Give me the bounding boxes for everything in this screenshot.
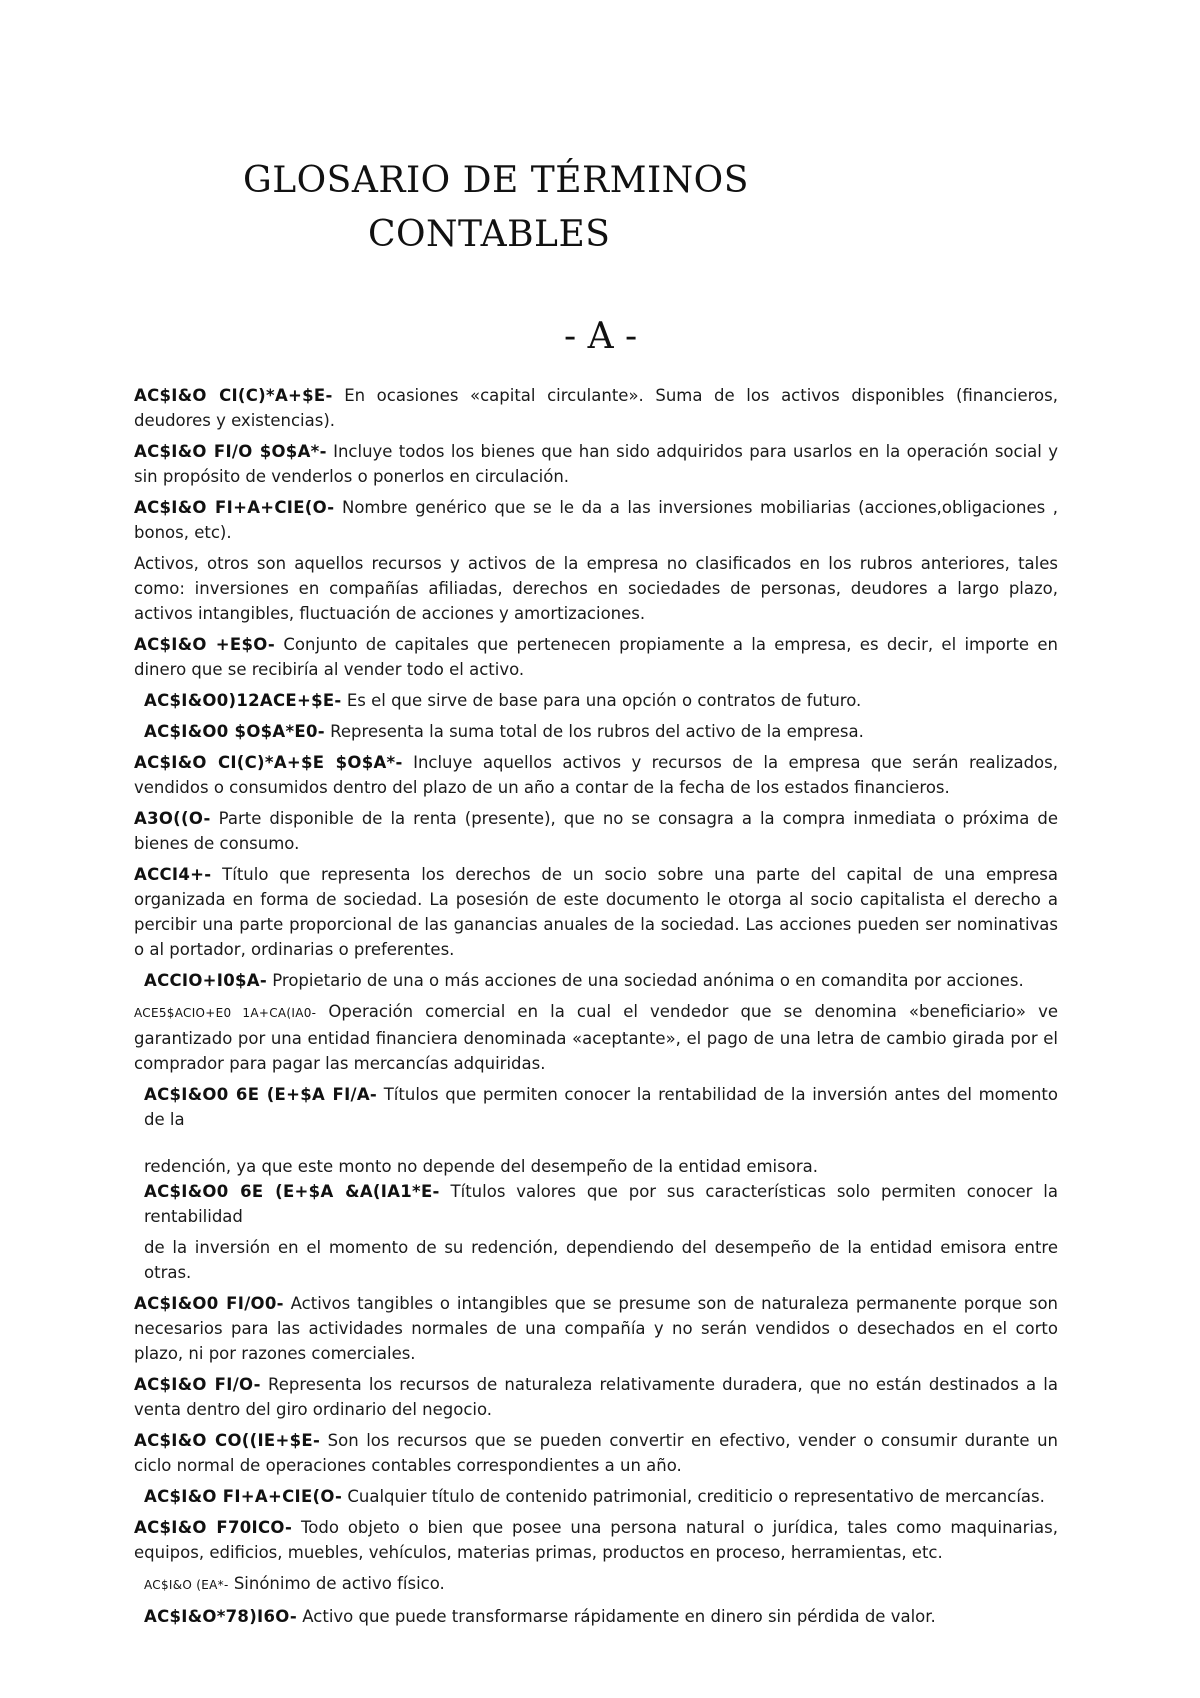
entry-term: AC$I&O +E$O- <box>134 635 276 654</box>
glossary-entry <box>134 968 1058 993</box>
section-heading: - A - <box>564 316 638 357</box>
glossary-entry <box>134 1154 1058 1179</box>
entry-term: AC$I&O (EA*- <box>144 1578 229 1592</box>
entry-term: AC$I&O0 FI/O0- <box>134 1294 284 1313</box>
entry-definition: Incluye aquellos activos y recursos de la empresa que serán realizados, vendidos o consumidos dentro del plazo de un año a contar de la fecha de los estados financieros. <box>134 753 1058 797</box>
glossary-entry <box>134 862 1058 962</box>
entry-definition: Títulos valores que por sus características solo permiten conocer la rentabilidad <box>144 1182 1059 1226</box>
entry-term: ACCIO+I0$A- <box>144 971 267 990</box>
entry-term: AC$I&O CO((IE+$E- <box>134 1431 321 1450</box>
entry-term: AC$I&O0)12ACE+$E- <box>144 691 342 710</box>
entry-term: AC$I&O CI(C)*A+$E- <box>134 386 333 405</box>
entry-term: AC$I&O FI+A+CIE(O- <box>134 498 335 517</box>
glossary-entry <box>134 1082 1058 1132</box>
entry-term: A3O((O- <box>134 809 211 828</box>
title-line-2: CONTABLES <box>368 214 611 255</box>
glossary-entry <box>134 719 1058 744</box>
entry-term: AC$I&O*78)I6O- <box>144 1607 298 1626</box>
entry-term: ACCI4+- <box>134 865 212 884</box>
glossary-entry <box>134 439 1058 489</box>
glossary-entry <box>134 1484 1058 1509</box>
entry-term: AC$I&O0 6E (E+$A FI/A- <box>144 1085 378 1104</box>
entry-term: ACE5$ACIO+E0 1A+CA(IA0- <box>134 1006 317 1020</box>
glossary-entry <box>134 1179 1058 1229</box>
glossary-entry <box>134 750 1058 800</box>
glossary-entry <box>134 1604 1058 1629</box>
entry-term: AC$I&O0 $O$A*E0- <box>144 722 325 741</box>
entry-definition: Cualquier título de contenido patrimonial, crediticio o representativo de mercancías. <box>342 1487 1045 1506</box>
entry-definition: Parte disponible de la renta (presente), que no se consagra a la compra inmediata o próxima de bienes de consumo. <box>134 809 1058 853</box>
glossary-entry <box>134 806 1058 856</box>
glossary-entry <box>134 1571 1058 1598</box>
entry-definition: Sinónimo de activo físico. <box>228 1574 445 1593</box>
glossary-entry <box>134 551 1058 626</box>
glossary-entry <box>134 632 1058 682</box>
glossary-entry <box>134 495 1058 545</box>
entry-definition: Conjunto de capitales que pertenecen propiamente a la empresa, es decir, el importe en dinero que se recibiría al vender todo el activo. <box>134 635 1058 679</box>
glossary-entry <box>134 1428 1058 1478</box>
entry-term: AC$I&O CI(C)*A+$E $O$A*- <box>134 753 403 772</box>
entry-definition: Título que representa los derechos de un socio sobre una parte del capital de una empresa organizada en forma de sociedad. La posesión de este documento le otorga al socio capitalista el derecho a percibir una parte proporcional de las ganancias anuales de la sociedad. Las acciones pueden ser nominativas o al portador, ordinarias o preferentes. <box>134 865 1058 959</box>
glossary-entry <box>134 1291 1058 1366</box>
glossary-entry <box>134 1515 1058 1565</box>
entry-term: AC$I&O FI/O $O$A*- <box>134 442 327 461</box>
entry-term: AC$I&O FI/O- <box>134 1375 261 1394</box>
entry-definition: En ocasiones «capital circulante». Suma de los activos disponibles (financieros, deudores y existencias). <box>134 386 1058 430</box>
entry-definition: redención, ya que este monto no depende del desempeño de la entidad emisora. <box>144 1157 818 1176</box>
glossary-entry <box>134 999 1058 1076</box>
entry-definition: Activo que puede transformarse rápidamente en dinero sin pérdida de valor. <box>297 1607 936 1626</box>
glossary-entry <box>134 383 1058 433</box>
entry-definition: Son los recursos que se pueden convertir en efectivo, vender o consumir durante un ciclo normal de operaciones contables correspondientes a un año. <box>134 1431 1059 1475</box>
entry-definition: Operación comercial en la cual el vendedor que se denomina «beneficiario» ve garantizado por una entidad financiera denominada «aceptante», el pago de una letra de cambio girada por el comprador para pagar las mercancías adquiridas. <box>134 1002 1058 1073</box>
entry-definition: Todo objeto o bien que posee una persona natural o jurídica, tales como maquinarias, equipos, edificios, muebles, vehículos, materias primas, productos en proceso, herramientas, etc. <box>134 1518 1058 1562</box>
entry-definition: Títulos que permiten conocer la rentabilidad de la inversión antes del momento de la <box>144 1085 1058 1129</box>
glossary-entry <box>134 688 1058 713</box>
entry-definition: de la inversión en el momento de su redención, dependiendo del desempeño de la entidad emisora entre otras. <box>144 1238 1058 1282</box>
entry-definition: Nombre genérico que se le da a las inversiones mobiliarias (acciones,obligaciones , bonos, etc). <box>134 498 1058 542</box>
entry-term: AC$I&O F70ICO- <box>134 1518 293 1537</box>
entry-term: AC$I&O0 6E (E+$A &A(IA1*E- <box>144 1182 440 1201</box>
entry-definition: Representa los recursos de naturaleza relativamente duradera, que no están destinados a la venta dentro del giro ordinario del negocio. <box>134 1375 1058 1419</box>
title-line-1: GLOSARIO DE TÉRMINOS <box>243 160 749 201</box>
glossary-entry <box>134 1235 1058 1285</box>
entry-definition: Representa la suma total de los rubros del activo de la empresa. <box>324 722 864 741</box>
entry-definition: Es el que sirve de base para una opción o contratos de futuro. <box>341 691 862 710</box>
entry-term: AC$I&O FI+A+CIE(O- <box>144 1487 343 1506</box>
entry-definition: Propietario de una o más acciones de una sociedad anónima o en comandita por acciones. <box>267 971 1024 990</box>
entry-definition: Activos, otros son aquellos recursos y activos de la empresa no clasificados en los rubros anteriores, tales como: inversiones en compañías afiliadas, derechos en sociedades de personas, deudores a largo plazo, activos intangibles, fluctuación de acciones y amortizaciones. <box>134 554 1058 623</box>
entry-definition: Activos tangibles o intangibles que se presume son de naturaleza permanente porque son necesarios para las actividades normales de una compañía y no serán vendidos o desechados en el corto plazo, ni por razones comerciales. <box>134 1294 1058 1363</box>
glossary-entry <box>134 1372 1058 1422</box>
entry-definition: Incluye todos los bienes que han sido adquiridos para usarlos en la operación social y sin propósito de venderlos o ponerlos en circulación. <box>134 442 1058 486</box>
glossary-entries <box>134 383 1058 1635</box>
